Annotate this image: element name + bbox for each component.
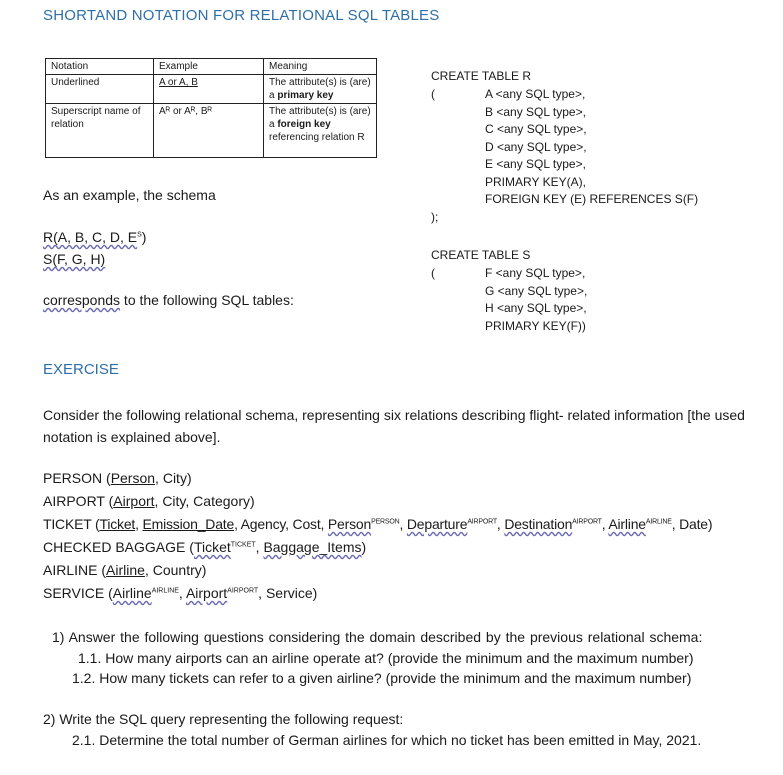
notation-table xyxy=(45,58,377,158)
schema-r-sup: S xyxy=(137,231,142,239)
corresponds-line xyxy=(43,292,294,308)
attr: Agency xyxy=(240,516,286,532)
exercise-intro: Consider the following relational schema, representing six relations describing flight- related information [the used notation is explained above]. xyxy=(43,407,745,445)
relation-person: PERSON (Person, City) xyxy=(43,470,192,486)
schema-r-end: ) xyxy=(141,229,147,245)
schema-r xyxy=(43,229,146,245)
corresponds-rest: to the following SQL tables: xyxy=(120,292,294,308)
attr-pk: Person xyxy=(110,470,156,486)
cell-meaning xyxy=(264,75,377,104)
question-2-1: 2.1. Determine the total number of German airlines for which no ticket has been emitted in May, 2021. xyxy=(72,732,702,748)
sql-line: A <any SQL type>, xyxy=(485,87,586,101)
sql-line: H <any SQL type>, xyxy=(485,301,587,315)
attr-sup: TICKET xyxy=(230,541,256,549)
attr: City xyxy=(162,493,186,509)
attr-fk: Departure xyxy=(406,516,468,532)
attr-pk: Ticket xyxy=(99,516,136,532)
header-meaning: Meaning xyxy=(264,59,377,75)
attr-sup: PERSON xyxy=(371,518,400,526)
sql-line: PRIMARY KEY(F)) xyxy=(485,318,586,333)
example-intro: As an example, the schema xyxy=(43,187,216,203)
schema-s-text: S(F, G, H) xyxy=(43,251,106,267)
sql-line: FOREIGN KEY (E) REFERENCES S(F) xyxy=(485,192,699,206)
cell-example: Aᴿ or Aᴿ, Bᴿ xyxy=(154,104,264,158)
attr: Category xyxy=(193,493,250,509)
question-1: 1) Answer the following questions considering the domain described by the previous relational schema: xyxy=(52,629,703,645)
attr-fk: Airline xyxy=(608,516,646,532)
sql-s-open: ( xyxy=(431,266,435,280)
meaning-text-post: referencing relation R xyxy=(269,132,365,143)
relation-airline: AIRLINE (Airline, Country) xyxy=(43,562,207,578)
cell-notation: Underlined xyxy=(46,75,154,104)
cell-notation: Superscript name of relation xyxy=(46,104,154,158)
relation-name: PERSON xyxy=(43,470,103,486)
sql-line: C <any SQL type>, xyxy=(485,122,587,136)
attr-fk: Ticket xyxy=(193,539,231,555)
attr: Service xyxy=(265,585,313,601)
table-header-row xyxy=(46,59,377,75)
attr-fk: Airport xyxy=(185,585,228,601)
relation-airport: AIRPORT (Airport, City, Category) xyxy=(43,493,255,509)
attr-sup: AIRPORT xyxy=(572,518,602,526)
sql-line: D <any SQL type>, xyxy=(485,139,587,154)
sql-r-close: ); xyxy=(431,210,439,224)
relation-checked-baggage: CHECKED BAGGAGE (Ticket$^{TICKET}$, Baggage_Items) xyxy=(43,539,367,555)
relation-name: TICKET xyxy=(43,516,92,532)
sql-line: F <any SQL type>, xyxy=(485,266,586,280)
table-row xyxy=(46,75,377,104)
header-notation: Notation xyxy=(46,59,154,75)
corresponds-word: corresponds xyxy=(43,292,121,308)
sql-r-create: CREATE TABLE R xyxy=(431,69,532,83)
attr-pk: Airline xyxy=(106,562,145,578)
sql-line: B <any SQL type>, xyxy=(485,104,586,119)
relation-name: AIRLINE xyxy=(43,562,98,578)
attr-sup: AIRPORT xyxy=(467,518,497,526)
exercise-heading: EXERCISE xyxy=(43,361,119,378)
meaning-bold: foreign key xyxy=(277,119,331,130)
relation-service: SERVICE (Airline$^{AIRLINE}$, Airport$^{AIRPORT}$, Service) xyxy=(43,585,318,601)
attr-pk: Emission_Date xyxy=(142,516,235,532)
attr-sup: AIRPORT xyxy=(227,587,259,595)
sql-r-open: ( xyxy=(431,87,435,101)
cell-example xyxy=(154,75,264,104)
relation-name: CHECKED BAGGAGE xyxy=(43,539,186,555)
question-1-1: 1.1. How many airports can an airline operate at? (provide the minimum and the maximum number) xyxy=(78,650,694,666)
attr-pk: Airport xyxy=(113,493,155,509)
table-row xyxy=(46,104,377,158)
meaning-text: The attribute(s) is (are) a xyxy=(269,77,371,101)
relation-ticket: TICKET (Ticket, Emission_Date, Agency, Cost, Person$^{PERSON}$, Departure$^{AIRPORT}$, Destination$^{AIRPORT}$, Airline$^{AIRLINE}$, Date) xyxy=(43,516,713,532)
attr: Cost xyxy=(292,516,321,532)
schema-r-text: R(A, B, C, D, E xyxy=(43,229,138,245)
header-example: Example xyxy=(154,59,264,75)
meaning-bold: primary key xyxy=(277,90,334,101)
question-1-2: 1.2. How many tickets can refer to a given airline? (provide the minimum and the maximum number) xyxy=(72,670,692,686)
schema-s xyxy=(43,251,105,267)
attr: City xyxy=(162,470,187,486)
attr-fk: Airline xyxy=(112,585,152,601)
meaning-text: The attribute(s) is (are) a xyxy=(269,106,371,130)
page-title: SHORTAND NOTATION FOR RELATIONAL SQL TABLES xyxy=(43,7,440,24)
attr-sup: AIRLINE xyxy=(151,587,179,595)
attr-fk: Person xyxy=(327,516,372,532)
sql-line: PRIMARY KEY(A), xyxy=(485,174,586,189)
sql-line: E <any SQL type>, xyxy=(485,157,586,171)
relation-name: SERVICE xyxy=(43,585,105,601)
attr-sup: AIRLINE xyxy=(645,518,672,526)
sql-line: G <any SQL type>, xyxy=(485,283,588,298)
attr-fk: Destination xyxy=(504,516,573,532)
relation-name: AIRPORT xyxy=(43,493,105,509)
sql-r-body xyxy=(485,86,698,209)
attr: Country xyxy=(152,562,202,578)
example-underlined: A or A, B xyxy=(159,77,198,88)
attr-pk: Baggage_Items xyxy=(263,539,362,555)
sql-s-body xyxy=(485,265,587,335)
cell-meaning xyxy=(264,104,377,158)
question-2: 2) Write the SQL query representing the following request: xyxy=(43,711,404,727)
sql-s-create: CREATE TABLE S xyxy=(431,248,531,262)
attr: Date xyxy=(679,516,708,532)
